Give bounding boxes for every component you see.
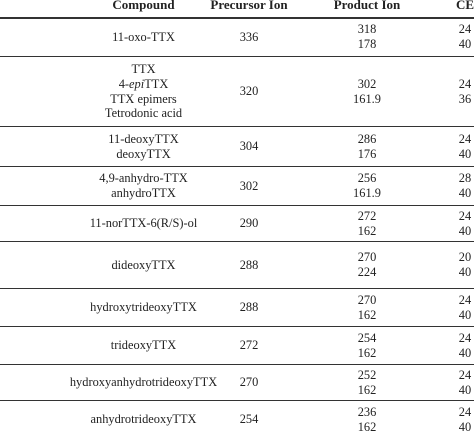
product-ion-value: 161.9 (353, 91, 381, 106)
ce-value: 24 (458, 404, 472, 419)
ce-value: 24 (458, 367, 472, 382)
row-precursor: 270 (239, 375, 259, 390)
compound-name: 4-epiTTX (118, 76, 169, 91)
compound-name: deoxyTTX (116, 146, 171, 161)
compound-name: 11-deoxyTTX (108, 131, 179, 146)
product-ion-value: 162 (357, 307, 377, 322)
ce-value: 20 (458, 250, 472, 265)
ce-value: 40 (458, 223, 472, 238)
product-ion-value: 162 (357, 223, 377, 238)
row-ce (440, 18, 474, 56)
row-ce (440, 289, 474, 326)
row-product (317, 365, 417, 400)
header-ce: CE (455, 0, 474, 12)
ce-value: 40 (458, 382, 472, 397)
row-precursor: 336 (239, 29, 259, 44)
ce-value: 40 (458, 419, 472, 434)
ce-value: 36 (458, 91, 472, 106)
product-ion-value: 178 (357, 37, 377, 51)
row-product (317, 289, 417, 326)
row-precursor: 254 (239, 412, 259, 427)
row-ce (440, 206, 474, 241)
row-precursor: 304 (239, 139, 259, 154)
compound-name: dideoxyTTX (111, 257, 176, 272)
row-product (317, 327, 417, 364)
row-product (317, 127, 417, 166)
product-ion-value: 302 (357, 76, 377, 91)
compound-name: 11-norTTX-6(R/S)-ol (89, 216, 198, 231)
ce-value: 24 (458, 76, 472, 91)
product-ion-value: 286 (357, 131, 377, 146)
ce-value: 40 (458, 186, 472, 200)
compound-name: anhydroTTX (111, 186, 176, 200)
compound-name: trideoxyTTX (110, 338, 177, 353)
compound-name: 4,9-anhydro-TTX (99, 171, 188, 186)
ce-value: 40 (458, 265, 472, 279)
ce-value: 24 (458, 292, 472, 307)
ce-value: 40 (458, 307, 472, 322)
ce-value: 40 (458, 345, 472, 360)
row-ce (440, 401, 474, 438)
product-ion-value: 176 (357, 146, 377, 161)
product-ion-value: 161.9 (353, 186, 381, 200)
product-ion-value: 224 (357, 265, 377, 279)
product-ion-value: 162 (357, 419, 377, 434)
compound-name: hydroxytrideoxyTTX (90, 300, 197, 315)
row-ce (440, 167, 474, 205)
ce-value: 40 (458, 37, 472, 51)
ce-value: 40 (458, 146, 472, 161)
compound-name: hydroxyanhydrotrideoxyTTX (69, 375, 218, 390)
product-ion-value: 256 (357, 171, 377, 186)
row-product (317, 18, 417, 56)
row-ce (440, 242, 474, 288)
compound-name: anhydrotrideoxyTTX (90, 412, 197, 427)
header-product-ion: Product Ion (333, 0, 401, 12)
product-ion-value: 318 (357, 22, 377, 37)
product-ion-value: 162 (357, 382, 377, 397)
product-ion-value: 252 (357, 367, 377, 382)
row-precursor: 272 (239, 338, 259, 353)
ce-value: 24 (458, 208, 472, 223)
header-precursor-ion: Precursor Ion (210, 0, 288, 12)
compound-name: TTX (131, 62, 156, 77)
row-product (317, 57, 417, 126)
row-precursor: 288 (239, 257, 259, 272)
product-ion-value: 272 (357, 208, 377, 223)
row-precursor: 288 (239, 300, 259, 315)
product-ion-value: 270 (357, 292, 377, 307)
row-precursor: 302 (239, 178, 259, 193)
compound-name: Tetrodonic acid (104, 106, 183, 121)
ce-value: 28 (458, 171, 472, 186)
row-product (317, 242, 417, 288)
row-ce (440, 327, 474, 364)
row-ce (440, 57, 474, 126)
row-product (317, 167, 417, 205)
ce-value: 24 (458, 131, 472, 146)
row-ce (440, 365, 474, 400)
row-precursor: 320 (239, 84, 259, 99)
ce-value: 24 (458, 330, 472, 345)
product-ion-value: 236 (357, 404, 377, 419)
compound-name: 11-oxo-TTX (112, 29, 175, 44)
product-ion-value: 162 (357, 345, 377, 360)
row-product (317, 401, 417, 438)
row-ce (440, 127, 474, 166)
header-compound: Compound (112, 0, 175, 12)
row-precursor: 290 (239, 216, 259, 231)
product-ion-value: 254 (357, 330, 377, 345)
row-product (317, 206, 417, 241)
compound-name: TTX epimers (110, 91, 177, 106)
product-ion-value: 270 (357, 250, 377, 265)
ce-value: 24 (458, 22, 472, 37)
